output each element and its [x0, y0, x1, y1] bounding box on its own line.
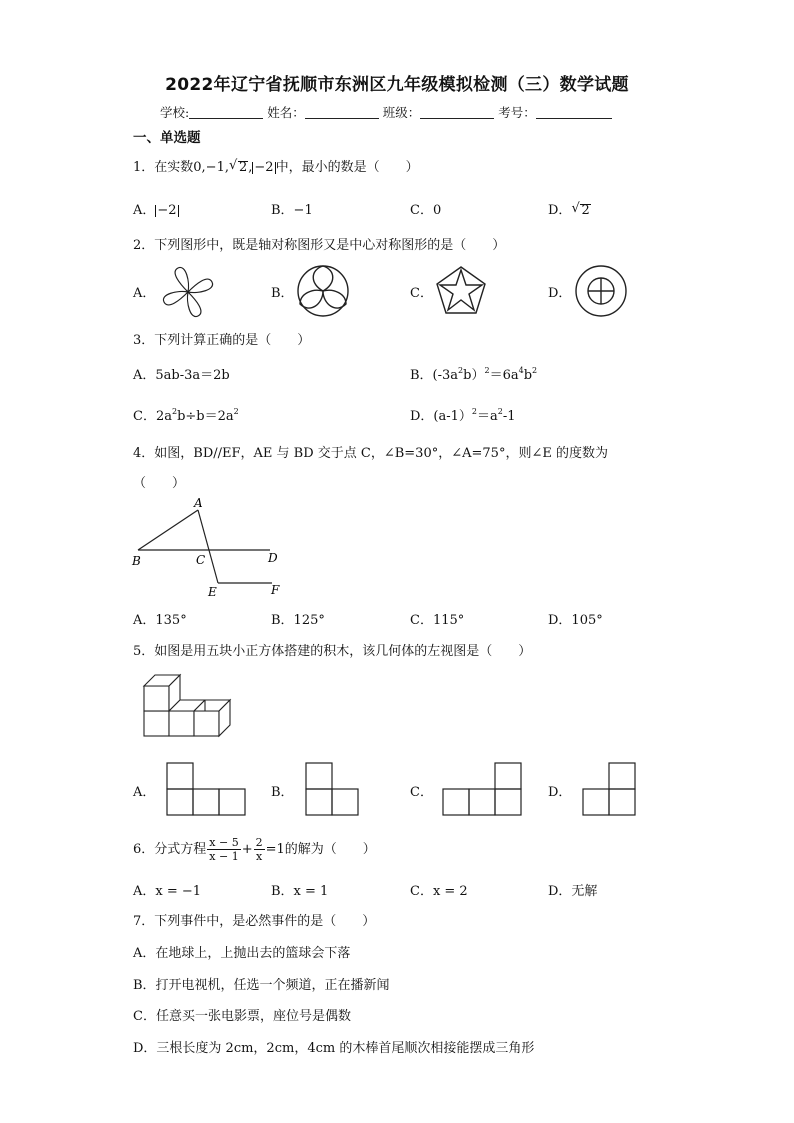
name-blank[interactable]	[305, 105, 379, 119]
q4-option-b[interactable]: B．125°	[271, 613, 325, 628]
label-point-f: F	[271, 583, 280, 597]
q2-option-a[interactable]: A．	[133, 286, 156, 301]
q7-option-b[interactable]: B．打开电视机，任选一个频道，正在播新闻	[133, 978, 390, 993]
q5-view-c	[442, 762, 524, 817]
q3-c-sup2: 2	[233, 407, 239, 416]
label-point-c: C	[196, 553, 206, 567]
q2-option-d[interactable]: D．	[548, 286, 572, 301]
q3-b-part3: ＝6a	[489, 368, 519, 383]
q3-b-part2: b）	[463, 368, 485, 383]
q3-d-part3: -1	[502, 409, 516, 424]
name-label: 姓名：	[267, 105, 305, 120]
q2-option-c[interactable]: C．	[410, 286, 433, 301]
q7-option-a[interactable]: A．在地球上，上抛出去的篮球会下落	[133, 946, 351, 961]
q1-text-b: 中，最小的数是（ ）	[275, 160, 419, 175]
q6-option-c[interactable]: C．x = 2	[410, 884, 468, 899]
q3-c-part2: b÷b＝2a	[177, 409, 234, 424]
q3-option-c[interactable]	[133, 405, 239, 424]
q4-option-d[interactable]: D．105°	[548, 613, 603, 628]
q3-option-d[interactable]	[410, 405, 516, 424]
label-point-a: A	[194, 496, 203, 510]
q5-option-a[interactable]: A．	[133, 785, 156, 800]
q6-frac2-numerator: 2	[255, 836, 263, 849]
q1-option-d[interactable]	[548, 199, 591, 218]
q3-b-part1: B．(-3a	[410, 368, 459, 383]
question-4-stem: 4．如图，BD//EF，AE 与 BD 交于点 C，∠B=30°，∠A=75°，则∠E 的度数为	[133, 446, 608, 461]
q1-option-c[interactable]: C．0	[410, 203, 442, 218]
question-1-stem	[133, 156, 419, 175]
trefoil-circle-figure	[296, 264, 350, 318]
q4-geometry-figure	[130, 495, 300, 600]
q1-option-d-sqrt: √ 2	[571, 201, 590, 218]
q5-option-d[interactable]: D．	[548, 785, 572, 800]
q3-option-b[interactable]	[410, 364, 537, 383]
question-2-stem: 2．下列图形中，既是轴对称图形又是中心对称图形的是（ ）	[133, 238, 506, 253]
q6-text-b: =1的解为（ ）	[265, 842, 376, 857]
q6-frac1-numerator: x − 5	[209, 836, 239, 849]
section-heading: 一、单选题	[133, 130, 201, 146]
q3-c-sup1: 2	[171, 407, 178, 416]
q5-view-a	[166, 762, 248, 817]
label-point-d: D	[268, 551, 278, 565]
q1-sqrt: √ 2	[228, 158, 248, 175]
q7-option-d[interactable]: D．三根长度为 2cm，2cm，4cm 的木棒首尾顺次相接能摆成三角形	[133, 1041, 535, 1056]
q1-sqrt-radicand: 2	[238, 160, 248, 175]
q6-frac1-denominator: x − 1	[209, 850, 239, 863]
q5-view-d	[582, 762, 638, 817]
pentagon-star-figure	[434, 264, 488, 318]
q6-option-b[interactable]: B．x = 1	[271, 884, 329, 899]
q6-option-d[interactable]: D．无解	[548, 884, 598, 899]
q7-option-c[interactable]: C．任意买一张电影票，座位号是偶数	[133, 1009, 351, 1024]
q1-option-a-label: A．	[133, 203, 156, 218]
q1-sep: ,	[248, 160, 253, 175]
question-4-paren: （ ）	[133, 476, 186, 491]
q3-b-sup3: 4	[518, 366, 524, 375]
q2-option-b[interactable]: B．	[271, 286, 294, 301]
page-title: 2022年辽宁省抚顺市东洲区九年级模拟检测（三）数学试题	[165, 75, 629, 95]
question-5-stem: 5．如图是用五块小正方体搭建的积木，该几何体的左视图是（ ）	[133, 644, 532, 659]
q3-option-a[interactable]: A．5ab-3a＝2b	[133, 368, 230, 383]
question-3-stem: 3．下列计算正确的是（ ）	[133, 333, 311, 348]
pinwheel-figure	[160, 264, 216, 320]
q3-c-part1: C．2a	[133, 409, 172, 424]
question-7-stem: 7．下列事件中，是必然事件的是（ ）	[133, 914, 376, 929]
q5-view-b	[305, 762, 361, 817]
school-blank[interactable]	[189, 105, 263, 119]
q3-b-sup4: 2	[532, 366, 538, 375]
label-point-e: E	[208, 585, 217, 599]
q6-fraction-1	[207, 836, 240, 863]
q3-b-part4: b	[523, 368, 533, 383]
q1-text-a: 1．在实数	[133, 160, 194, 175]
q3-d-part2: ＝a	[477, 409, 498, 424]
cube-stack-figure	[142, 672, 247, 738]
q4-option-c[interactable]: C．115°	[410, 613, 465, 628]
q1-option-d-radicand: 2	[581, 203, 590, 218]
label-point-b: B	[132, 554, 141, 568]
exam-no-label: 考号：	[498, 105, 536, 120]
q3-d-sup1: 2	[471, 407, 478, 416]
q5-option-c[interactable]: C．	[410, 785, 433, 800]
question-6-stem	[133, 836, 376, 863]
class-label: 班级：	[382, 105, 421, 120]
class-blank[interactable]	[420, 105, 494, 119]
q1-option-b[interactable]: B．−1	[271, 203, 313, 218]
q1-option-d-label: D．	[548, 203, 572, 218]
q3-d-part1: D．(a-1）	[410, 409, 472, 424]
q1-numbers: 0,−1,	[193, 160, 229, 175]
q5-option-b[interactable]: B．	[271, 785, 294, 800]
q6-plus: +	[241, 842, 253, 857]
q6-frac2-denominator: x	[256, 850, 263, 863]
q6-text-a: 6．分式方程	[133, 842, 207, 857]
circle-cross-figure	[574, 264, 628, 318]
q4-option-a[interactable]: A．135°	[133, 613, 187, 628]
school-label: 学校:	[160, 105, 190, 120]
q3-b-sup1: 2	[458, 366, 464, 375]
exam-no-blank[interactable]	[536, 105, 612, 119]
q3-d-sup2: 2	[497, 407, 503, 416]
q3-b-sup2: 2	[484, 366, 490, 375]
q1-abs-value: −2	[254, 160, 274, 175]
q6-option-a[interactable]: A．x = −1	[133, 884, 202, 899]
q1-option-a[interactable]	[133, 199, 179, 218]
student-info-line	[160, 103, 612, 121]
q6-fraction-2	[254, 836, 265, 863]
q1-option-a-value: −2	[157, 203, 177, 218]
